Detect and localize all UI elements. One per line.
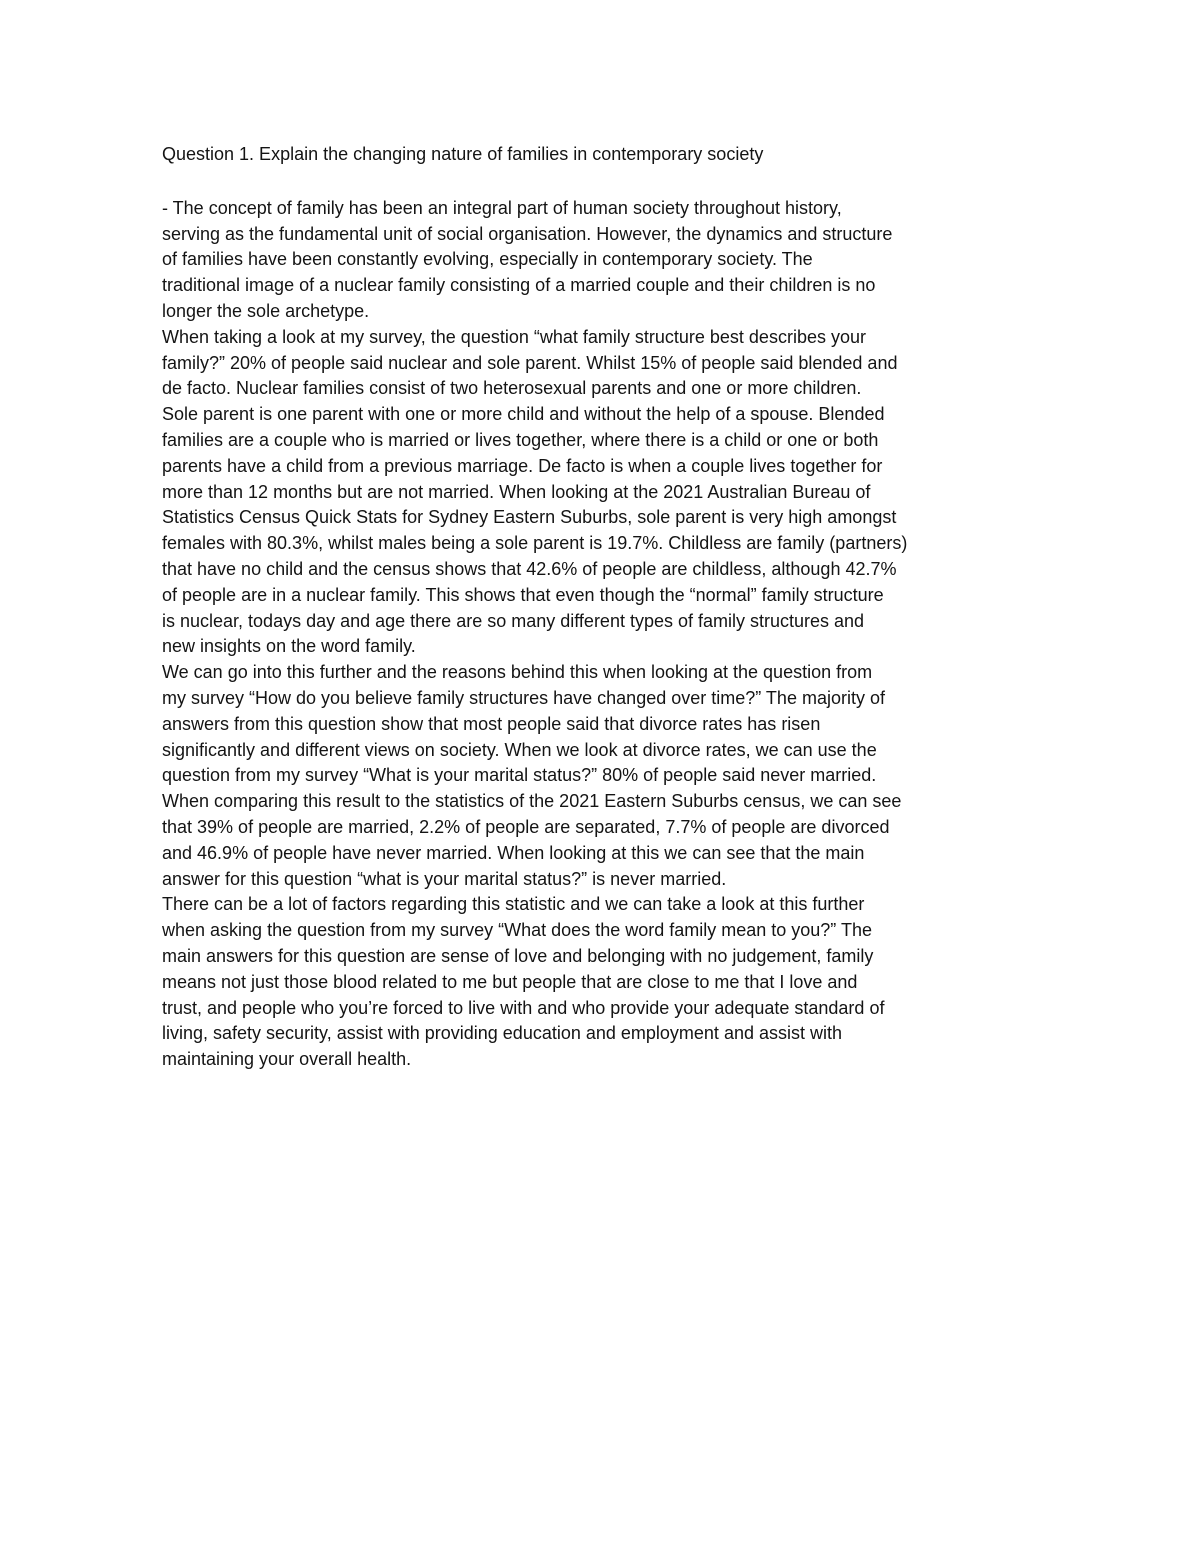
paragraph: [162, 892, 962, 1073]
text-line: maintaining your overall health.: [162, 1049, 412, 1070]
text-line: When comparing this result to the statistics of the 2021 Eastern Suburbs census, we can see: [162, 791, 902, 812]
text-line: parents have a child from a previous marriage. De facto is when a couple lives together for: [162, 455, 883, 476]
text-line: more than 12 months but are not married. When looking at the 2021 Australian Bureau of: [162, 481, 871, 502]
text-line: Statistics Census Quick Stats for Sydney Eastern Suburbs, sole parent is very high amongst: [162, 507, 897, 528]
text-line: new insights on the word family.: [162, 636, 416, 657]
document-body: [162, 142, 962, 1073]
text-line: We can go into this further and the reasons behind this when looking at the question from: [162, 662, 873, 683]
text-line: when asking the question from my survey “What does the word family mean to you?” The: [162, 920, 872, 941]
text-line: serving as the fundamental unit of social organisation. However, the dynamics and structure: [162, 223, 893, 244]
text-line: of families have been constantly evolving, especially in contemporary society. The: [162, 249, 813, 270]
text-line: answer for this question “what is your marital status?” is never married.: [162, 868, 727, 889]
text-line: families are a couple who is married or lives together, where there is a child or one or both: [162, 429, 879, 450]
text-line: question from my survey “What is your marital status?” 80% of people said never married.: [162, 765, 877, 786]
text-line: and 46.9% of people have never married. When looking at this we can see that the main: [162, 842, 865, 863]
text-line: When taking a look at my survey, the question “what family structure best describes your: [162, 326, 866, 347]
text-line: main answers for this question are sense of love and belonging with no judgement, family: [162, 945, 874, 966]
text-line: my survey “How do you believe family structures have changed over time?” The majority of: [162, 687, 885, 708]
text-line: There can be a lot of factors regarding this statistic and we can take a look at this further: [162, 894, 865, 915]
text-line: Sole parent is one parent with one or more child and without the help of a spouse. Blended: [162, 404, 885, 425]
text-line: traditional image of a nuclear family consisting of a married couple and their children is no: [162, 275, 876, 296]
text-line: that 39% of people are married, 2.2% of people are separated, 7.7% of people are divorced: [162, 816, 890, 837]
text-line: de facto. Nuclear families consist of two heterosexual parents and one or more children.: [162, 378, 862, 399]
paragraphs-container: [162, 196, 962, 1073]
text-line: of people are in a nuclear family. This shows that even though the “normal” family structure: [162, 584, 884, 605]
question-title: Question 1. Explain the changing nature of families in contemporary society: [162, 144, 764, 164]
text-line: is nuclear, todays day and age there are so many different types of family structures and: [162, 610, 865, 631]
text-line: that have no child and the census shows that 42.6% of people are childless, although 42.7%: [162, 558, 897, 579]
text-line: females with 80.3%, whilst males being a sole parent is 19.7%. Childless are family (partners): [162, 533, 908, 554]
text-line: family?” 20% of people said nuclear and sole parent. Whilst 15% of people said blended and: [162, 352, 898, 373]
paragraph: [162, 325, 962, 660]
paragraph: [162, 196, 962, 325]
text-line: answers from this question show that most people said that divorce rates has risen: [162, 713, 821, 734]
text-line: longer the sole archetype.: [162, 300, 370, 321]
paragraph: [162, 660, 962, 892]
text-line: - The concept of family has been an integral part of human society throughout history,: [162, 197, 842, 218]
text-line: trust, and people who you’re forced to live with and who provide your adequate standard of: [162, 997, 885, 1018]
text-line: significantly and different views on society. When we look at divorce rates, we can use the: [162, 739, 877, 760]
text-line: means not just those blood related to me but people that are close to me that I love and: [162, 971, 858, 992]
text-line: living, safety security, assist with providing education and employment and assist with: [162, 1023, 842, 1044]
